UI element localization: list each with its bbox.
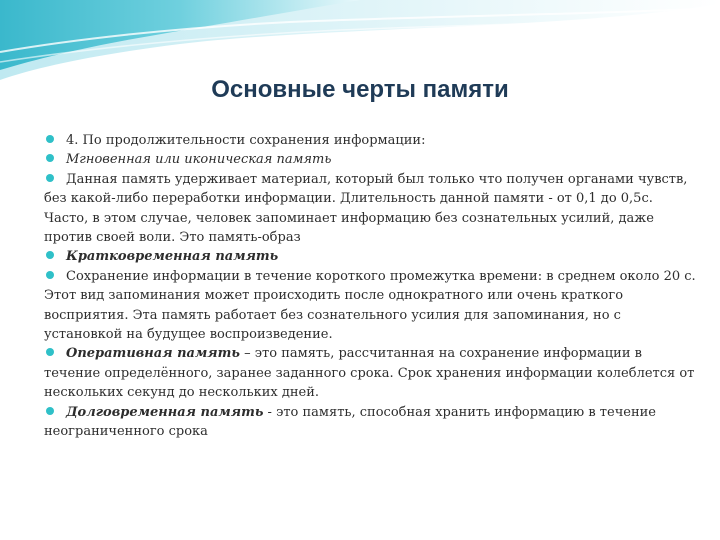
list-item bbox=[44, 247, 698, 266]
slide-title: Основные черты памяти bbox=[211, 76, 509, 103]
list-item-text: Мгновенная или иконическая память bbox=[66, 152, 332, 168]
bullet-icon bbox=[46, 348, 54, 356]
bullet-icon bbox=[46, 135, 54, 143]
bullet-icon bbox=[46, 154, 54, 162]
bullet-icon bbox=[46, 251, 54, 259]
list-item-text: - это память, способная хранить информацию в течение неограниченного срока bbox=[44, 404, 656, 440]
list-item bbox=[44, 267, 698, 345]
bullet-icon bbox=[46, 174, 54, 182]
list-item-term: Долговременная память bbox=[66, 404, 264, 420]
list-item-text: 4. По продолжительности сохранения информации: bbox=[66, 133, 426, 148]
bullet-icon bbox=[46, 407, 54, 415]
list-item bbox=[44, 150, 698, 169]
list-item bbox=[44, 131, 698, 150]
list-item bbox=[44, 170, 698, 248]
list-item-text: Сохранение информации в течение короткого промежутка времени: в среднем около 20 с. Этот вид запоминания может происходить после однократного или очень краткого восприятия. Эта память работает без сознательного усилия для запоминания, но с установкой на будущее воспроизведение. bbox=[44, 268, 696, 343]
list-item bbox=[44, 403, 698, 442]
list-item-text: Данная память удерживает материал, который был только что получен органами чувств, без какой-либо переработки информации. Длительность данной памяти - от 0,1 до 0,5с. Часто, в этом случае, человек запоминает информацию без сознательных усилий, даже против своей воли. Это память-образ bbox=[44, 171, 688, 246]
bullet-icon bbox=[46, 271, 54, 279]
list-item bbox=[44, 344, 698, 402]
bullet-list bbox=[44, 131, 698, 442]
list-item-term: Оперативная память bbox=[66, 346, 240, 362]
list-item-text: Кратковременная память bbox=[66, 249, 279, 265]
list-item-text: – это память, рассчитанная на сохранение информации в течение определённого, заранее заданного срока. Срок хранения информации колеблется от нескольких секунд до нескольких дней. bbox=[44, 346, 695, 401]
